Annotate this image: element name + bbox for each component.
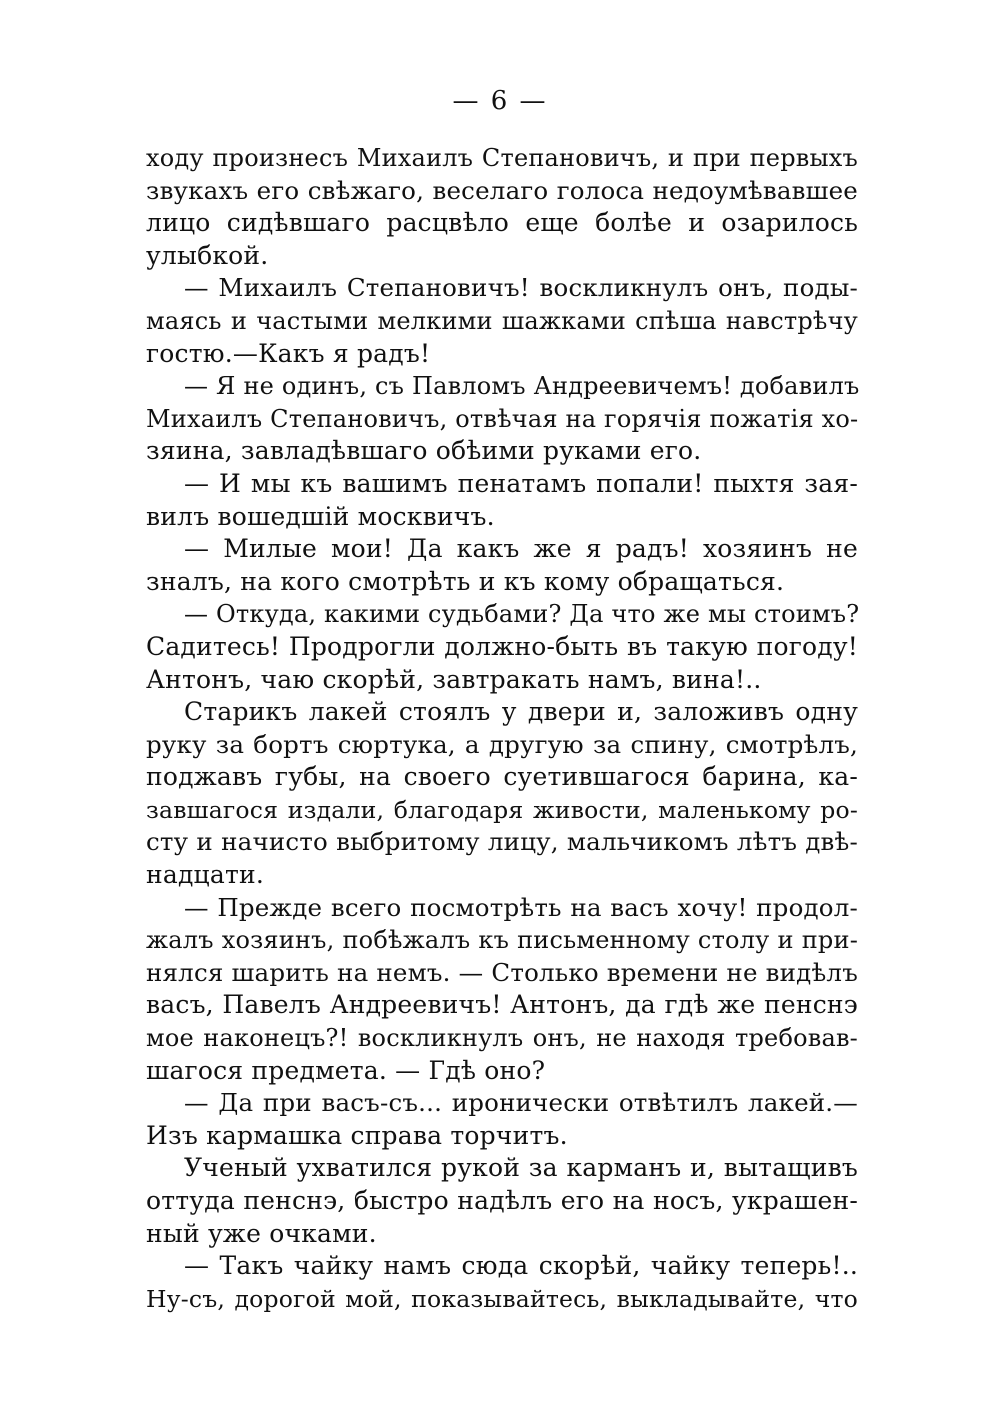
text-line: оттуда пенснэ, быстро надѣлъ его на носъ, украшен- <box>146 1186 858 1215</box>
text-line: лицо сидѣвшаго расцвѣло еще болѣе и озарилось <box>146 208 858 238</box>
text-line: звукахъ его свѣжаго, веселаго голоса недоумѣвавшее <box>146 175 858 205</box>
text-line: — Михаилъ Степановичъ! воскликнулъ онъ, поды- <box>184 273 858 303</box>
text-line: — И мы къ вашимъ пенатамъ попали! пыхтя зая- <box>184 468 858 498</box>
text-line: — Прежде всего посмотрѣть на васъ хочу! продол- <box>184 892 858 922</box>
text-line: гостю.—Какъ я радъ! <box>146 338 431 368</box>
text-line: — Милые мои! Да какъ же я радъ! хозяинъ не <box>184 534 858 564</box>
text-line: — Откуда, какими судьбами? Да что же мы стоимъ? <box>184 600 860 629</box>
text-line: вилъ вошедшій москвичъ. <box>146 501 495 531</box>
text-line: сту и начисто выбритому лицу, мальчикомъ лѣтъ двѣ- <box>146 827 858 857</box>
text-line: Михаилъ Степановичъ, отвѣчая на горячія пожатія хо- <box>146 404 859 433</box>
text-line: зяина, завладѣвшаго обѣими руками его. <box>146 436 702 466</box>
text-line: Садитесь! Продрогли должно-быть въ такую погоду! <box>146 631 858 661</box>
text-line: Старикъ лакей стоялъ у двери и, заложивъ одну <box>184 697 858 727</box>
text-line: жалъ хозяинъ, побѣжалъ къ письменному столу и при- <box>146 926 858 955</box>
text-line: руку за бортъ сюртука, а другую за спину, смотрѣлъ, <box>146 729 858 759</box>
text-line: улыбкой. <box>146 240 269 270</box>
text-line: завшагося издали, благодаря живости, маленькому ро- <box>146 795 858 824</box>
text-line: мое наконецъ?! воскликнулъ онъ, не находя требовав- <box>146 1024 858 1053</box>
text-line: Изъ кармашка справа торчитъ. <box>146 1120 568 1150</box>
text-line: Ученый ухватился рукой за карманъ и, вытащивъ <box>184 1153 858 1183</box>
text-line: ходу произнесъ Михаилъ Степановичъ, и при первыхъ <box>146 144 858 172</box>
text-line: маясь и частыми мелкими шажками спѣша навстрѣчу <box>146 306 858 335</box>
text-line: поджавъ губы, на своего суетившагося барина, ка- <box>146 762 858 792</box>
page-text <box>146 142 858 1315</box>
text-line: Ну-съ, дорогой мой, показывайтесь, выкладывайте, что <box>146 1284 858 1313</box>
text-line: Антонъ, чаю скорѣй, завтракать намъ, вина!.. <box>146 664 762 694</box>
text-line: — Я не одинъ, съ Павломъ Андреевичемъ! добавилъ <box>184 372 860 401</box>
text-line: нялся шарить на немъ. — Столько времени не видѣлъ <box>146 957 858 987</box>
text-line: — Такъ чайку намъ сюда скорѣй, чайку теперь!.. <box>184 1251 858 1281</box>
text-line: зналъ, на кого смотрѣть и къ кому обращаться. <box>146 566 785 596</box>
text-line: ный уже очками. <box>146 1218 377 1248</box>
page-number: — 6 — <box>452 86 548 116</box>
text-line: шагося предмета. — Гдѣ оно? <box>146 1055 546 1085</box>
text-line: васъ, Павелъ Андреевичъ! Антонъ, да гдѣ же пенснэ <box>146 990 858 1020</box>
text-line: — Да при васъ-съ... иронически отвѣтилъ лакей.— <box>184 1088 858 1118</box>
text-line: надцати. <box>146 860 264 890</box>
